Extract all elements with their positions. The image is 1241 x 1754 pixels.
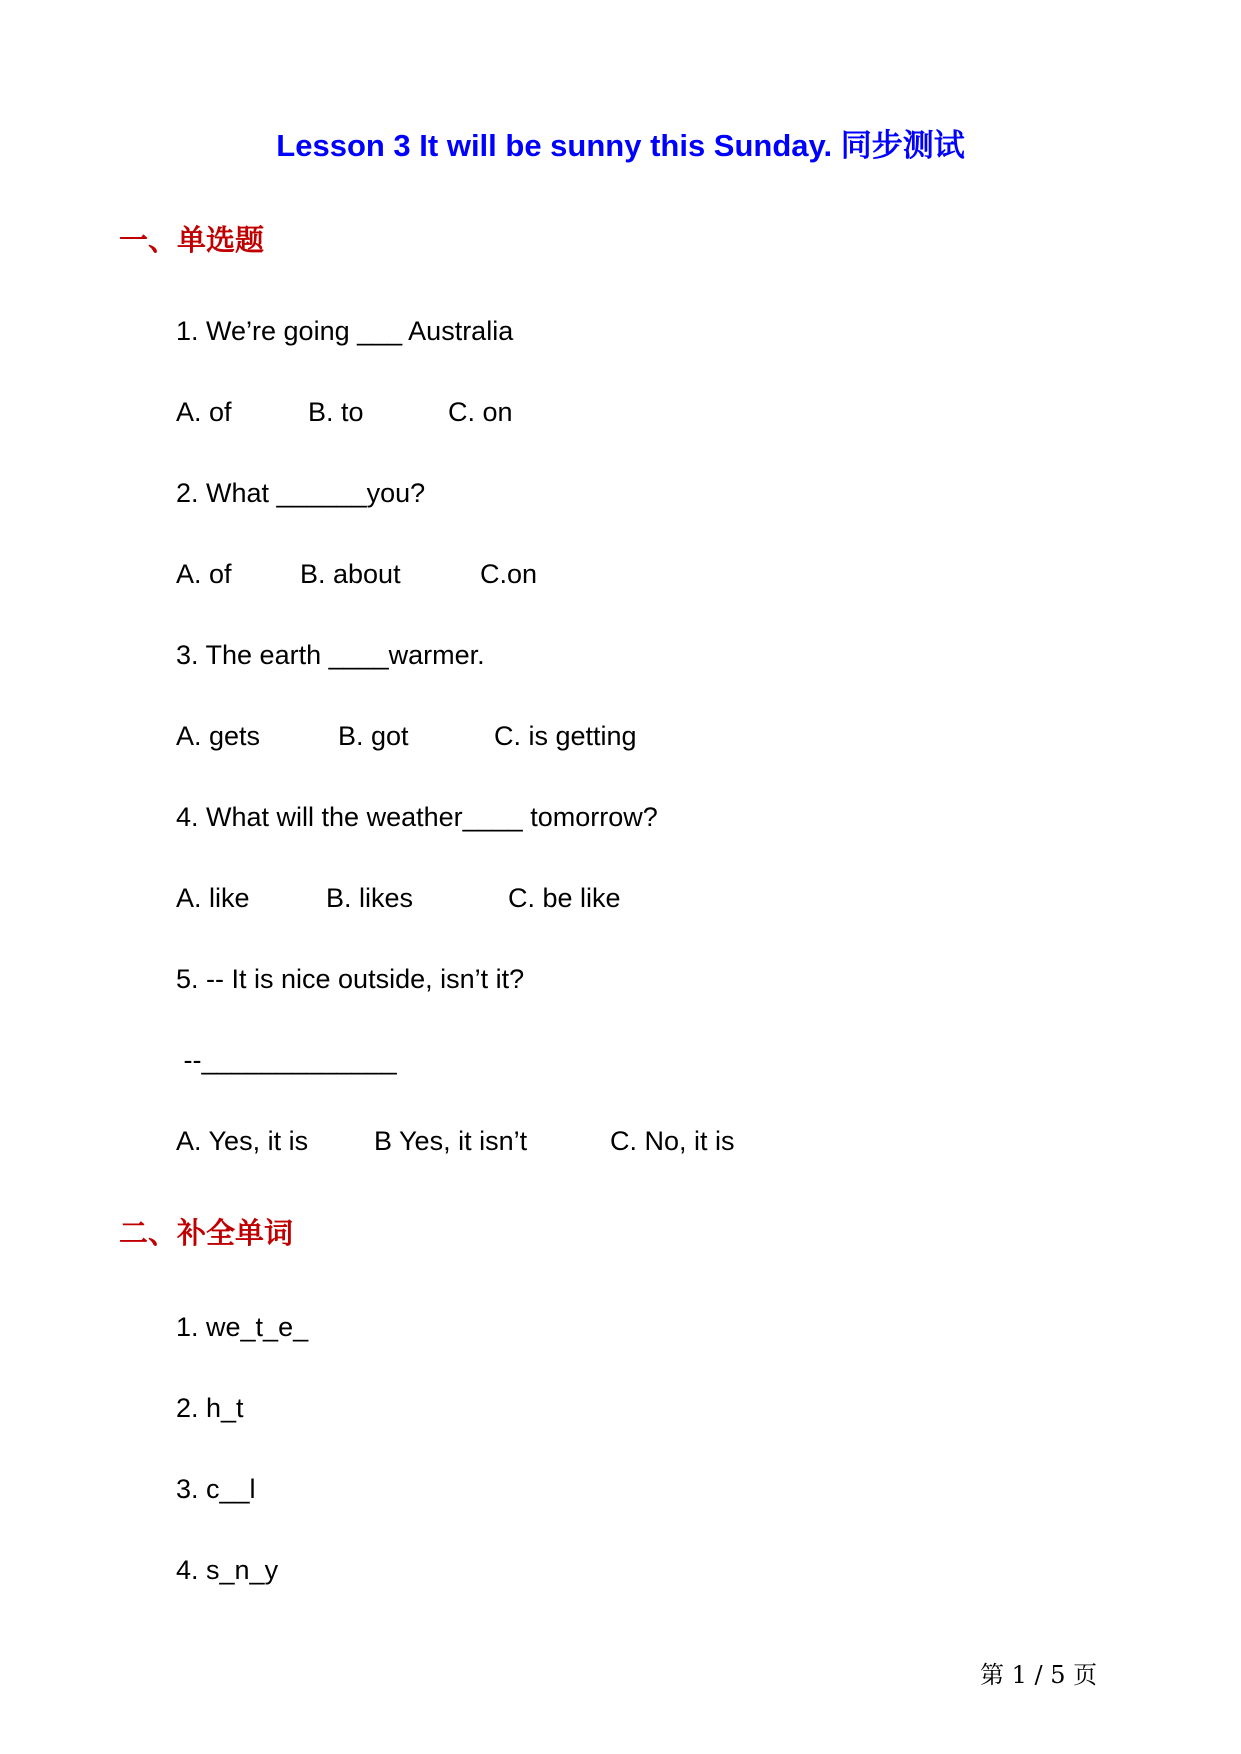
question-option: A. gets bbox=[176, 721, 261, 751]
question-option: B. to bbox=[308, 397, 364, 427]
section-heading-complete-words: 二、补全单词 bbox=[119, 1216, 294, 1250]
question-option: A. like bbox=[176, 883, 250, 913]
question-option: C.on bbox=[480, 559, 538, 589]
word-item: 4. s_n_y bbox=[176, 1555, 279, 1585]
question-stem: 5. -- It is nice outside, isn’t it? bbox=[176, 964, 525, 994]
question-stem: 1. We’re going ___ Australia bbox=[176, 316, 514, 346]
question-option: B. about bbox=[300, 559, 401, 589]
answer-blank-line: --_____________ bbox=[176, 1045, 397, 1075]
section-heading-single-choice: 一、单选题 bbox=[119, 223, 265, 257]
page-number: 第 1 / 5 页 bbox=[980, 1661, 1098, 1689]
question-option: A. of bbox=[176, 397, 232, 427]
question-option: C. on bbox=[448, 397, 513, 427]
word-item: 1. we_t_e_ bbox=[176, 1312, 309, 1342]
question-option: A. of bbox=[176, 559, 232, 589]
question-stem: 3. The earth ____warmer. bbox=[176, 640, 485, 670]
question-stem: 4. What will the weather____ tomorrow? bbox=[176, 802, 658, 832]
question-option: A. Yes, it is bbox=[176, 1126, 309, 1156]
question-option: C. be like bbox=[508, 883, 621, 913]
document-title: Lesson 3 It will be sunny this Sunday. 同步测试 bbox=[276, 128, 965, 163]
word-item: 2. h_t bbox=[176, 1393, 244, 1423]
question-option: C. is getting bbox=[494, 721, 637, 751]
question-option: B. likes bbox=[326, 883, 414, 913]
word-item: 3. c__l bbox=[176, 1474, 256, 1504]
question-stem: 2. What ______you? bbox=[176, 478, 426, 508]
question-option: B Yes, it isn’t bbox=[374, 1126, 528, 1156]
question-option: B. got bbox=[338, 721, 409, 751]
question-option: C. No, it is bbox=[610, 1126, 735, 1156]
